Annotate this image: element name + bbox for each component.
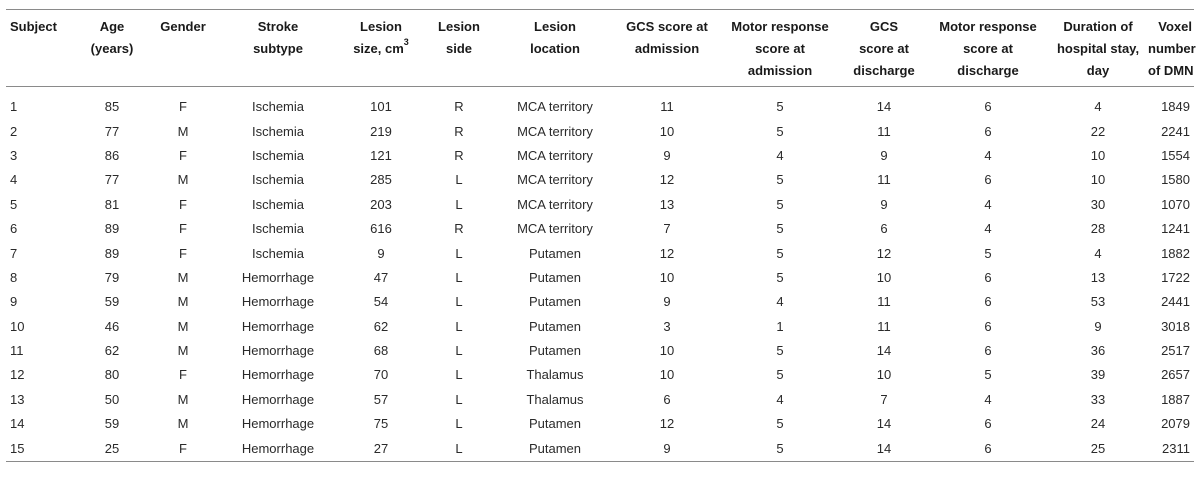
cell-subject: 11 [10, 343, 24, 359]
cell-gender: F [179, 99, 187, 115]
table-row [6, 290, 1194, 314]
header-text: score at [963, 41, 1013, 56]
cell-gender: F [179, 147, 187, 163]
cell-voxel-dmn: 1722 [1161, 269, 1190, 285]
header-gcs-discharge [842, 10, 926, 87]
header-text: Motor response [731, 19, 829, 34]
table-row [6, 315, 1194, 339]
cell-motor-admission: 5 [776, 196, 784, 212]
cell-subject: 14 [10, 416, 25, 432]
cell-stroke-subtype: Hemorrhage [241, 440, 315, 456]
header-gender-line [150, 16, 216, 38]
header-subject [6, 10, 76, 87]
header-text: score at [859, 41, 909, 56]
cell-gender: M [177, 416, 189, 432]
cell-gcs-admission: 12 [659, 416, 675, 432]
cell-stroke-subtype: Ischemia [251, 123, 305, 139]
cell-lesion-side: L [455, 196, 463, 212]
header-hospital-stay-line [1052, 60, 1144, 82]
header-text: GCS score at [626, 19, 708, 34]
header-text: (years) [90, 41, 134, 56]
header-text: location [530, 41, 580, 56]
cell-hospital-stay: 53 [1090, 294, 1106, 310]
cell-motor-admission: 5 [776, 172, 784, 188]
cell-hospital-stay: 39 [1090, 367, 1106, 383]
header-lesion-location-line [496, 38, 614, 60]
cell-age: 77 [104, 123, 120, 139]
header-motor-discharge-line [928, 60, 1048, 82]
cell-lesion-side: L [455, 245, 463, 261]
header-text: Lesion [438, 19, 480, 34]
cell-lesion-side: L [455, 391, 463, 407]
cell-gcs-admission: 10 [659, 367, 675, 383]
header-gcs-admission-line [618, 38, 716, 60]
cell-voxel-dmn: 1887 [1161, 391, 1190, 407]
table-row [6, 193, 1194, 217]
cell-hospital-stay: 33 [1090, 391, 1106, 407]
header-text: Age [99, 19, 125, 34]
cell-lesion-size: 9 [377, 245, 385, 261]
cell-lesion-side: L [455, 367, 463, 383]
cell-motor-discharge: 4 [984, 196, 992, 212]
cell-lesion-side: L [455, 172, 463, 188]
header-gcs-discharge-line [844, 38, 924, 60]
cell-lesion-size: 68 [373, 343, 389, 359]
cell-lesion-side: R [454, 221, 464, 237]
cubic-superscript: 3 [403, 36, 409, 47]
cell-motor-discharge: 5 [984, 245, 992, 261]
cell-motor-discharge: 6 [984, 172, 992, 188]
cell-age: 59 [104, 416, 120, 432]
cell-lesion-size: 75 [373, 416, 389, 432]
header-gcs-admission [616, 10, 718, 87]
cell-motor-admission: 5 [776, 343, 784, 359]
header-gcs-discharge-line [844, 60, 924, 82]
cell-hospital-stay: 13 [1090, 269, 1106, 285]
header-subject-line [10, 16, 74, 38]
header-lesion-size [338, 10, 424, 87]
cell-gcs-admission: 9 [663, 147, 671, 163]
cell-motor-admission: 5 [776, 416, 784, 432]
cell-lesion-size: 285 [370, 172, 392, 188]
header-text: Gender [160, 19, 206, 34]
cell-motor-discharge: 4 [984, 221, 992, 237]
cell-age: 25 [104, 440, 120, 456]
cell-age: 89 [104, 245, 120, 261]
cell-motor-discharge: 6 [984, 440, 992, 456]
cell-voxel-dmn: 2657 [1161, 367, 1190, 383]
header-voxel-dmn-line [1148, 60, 1192, 82]
cell-stroke-subtype: Hemorrhage [241, 367, 315, 383]
cell-gcs-admission: 9 [663, 440, 671, 456]
cell-age: 59 [104, 294, 120, 310]
cell-stroke-subtype: Hemorrhage [241, 269, 315, 285]
cell-voxel-dmn: 1580 [1161, 172, 1190, 188]
cell-lesion-location: Thalamus [526, 367, 584, 383]
cell-subject: 4 [10, 172, 18, 188]
cell-gender: M [177, 343, 189, 359]
cell-hospital-stay: 9 [1094, 318, 1102, 334]
cell-lesion-size: 47 [373, 269, 389, 285]
cell-motor-admission: 1 [776, 318, 784, 334]
header-lesion-side-line [426, 38, 492, 60]
cell-motor-admission: 5 [776, 221, 784, 237]
cell-gcs-admission: 13 [659, 196, 675, 212]
cell-voxel-dmn: 3018 [1161, 318, 1190, 334]
cell-subject: 5 [10, 196, 18, 212]
cell-hospital-stay: 24 [1090, 416, 1106, 432]
cell-lesion-location: Putamen [528, 269, 582, 285]
cell-gcs-admission: 10 [659, 269, 675, 285]
cell-gcs-discharge: 14 [876, 440, 892, 456]
cell-voxel-dmn: 2079 [1161, 416, 1190, 432]
cell-lesion-size: 70 [373, 367, 389, 383]
cell-gcs-discharge: 10 [876, 367, 892, 383]
cell-gender: F [179, 440, 187, 456]
cell-lesion-location: MCA territory [517, 221, 593, 237]
cell-gcs-discharge: 11 [877, 172, 891, 188]
cell-stroke-subtype: Hemorrhage [241, 343, 315, 359]
cell-gcs-discharge: 14 [876, 99, 892, 115]
header-text: discharge [853, 63, 915, 78]
header-voxel-dmn [1146, 10, 1194, 87]
cell-age: 89 [104, 221, 120, 237]
cell-lesion-size: 219 [370, 123, 392, 139]
cell-subject: 12 [10, 367, 25, 383]
header-voxel-dmn-line [1148, 38, 1196, 60]
cell-stroke-subtype: Ischemia [251, 99, 305, 115]
cell-lesion-side: L [455, 269, 463, 285]
cell-gcs-admission: 12 [659, 245, 675, 261]
cell-motor-discharge: 6 [984, 343, 992, 359]
table-row [6, 119, 1194, 143]
cell-gcs-discharge: 9 [880, 196, 888, 212]
cell-gcs-admission: 10 [659, 123, 675, 139]
cell-motor-discharge: 4 [984, 147, 992, 163]
cell-gcs-admission: 7 [663, 221, 671, 237]
cell-voxel-dmn: 2311 [1162, 440, 1190, 456]
cell-lesion-size: 62 [373, 318, 389, 334]
cell-age: 81 [104, 196, 120, 212]
cell-hospital-stay: 4 [1094, 99, 1102, 115]
header-text: Lesion [360, 19, 402, 34]
cell-subject: 13 [10, 391, 25, 407]
table-row [6, 168, 1194, 192]
header-text: subtype [253, 41, 303, 56]
header-text: Voxel [1158, 19, 1192, 34]
patient-characteristics-table-container [6, 9, 1194, 468]
header-text: number [1148, 41, 1196, 56]
header-lesion-side-line [426, 16, 492, 38]
cell-age: 86 [104, 147, 120, 163]
cell-gcs-admission: 6 [663, 391, 671, 407]
cell-motor-discharge: 6 [984, 318, 992, 334]
cell-motor-admission: 5 [776, 440, 784, 456]
header-row [6, 10, 1194, 87]
cell-lesion-size: 203 [370, 196, 392, 212]
header-text: score at [755, 41, 805, 56]
patient-characteristics-table [6, 9, 1194, 468]
header-stroke-subtype [218, 10, 338, 87]
cell-age: 77 [104, 172, 120, 188]
table-row [6, 217, 1194, 241]
cell-voxel-dmn: 2441 [1161, 294, 1190, 310]
cell-hospital-stay: 10 [1090, 172, 1106, 188]
cell-motor-admission: 5 [776, 245, 784, 261]
cell-stroke-subtype: Hemorrhage [241, 294, 315, 310]
cell-subject: 10 [10, 318, 25, 334]
table-footer [6, 461, 1194, 468]
table-row [6, 241, 1194, 265]
header-gcs-discharge-line [844, 16, 924, 38]
cell-motor-discharge: 5 [984, 367, 992, 383]
header-text: Motor response [939, 19, 1037, 34]
cell-age: 46 [104, 318, 120, 334]
cell-gender: F [179, 221, 187, 237]
header-text: side [445, 41, 472, 56]
cell-gender: F [179, 196, 187, 212]
header-motor-admission-line [720, 16, 840, 38]
header-text: size, cm [353, 41, 404, 56]
table-row [6, 436, 1194, 461]
header-motor-discharge-line [928, 38, 1048, 60]
cell-motor-admission: 5 [776, 99, 784, 115]
cell-stroke-subtype: Hemorrhage [241, 391, 315, 407]
header-text: Lesion [534, 19, 576, 34]
cell-gcs-discharge: 11 [877, 123, 891, 139]
header-text: Subject [10, 19, 57, 34]
cell-stroke-subtype: Ischemia [251, 196, 305, 212]
cell-lesion-size: 27 [373, 440, 389, 456]
cell-age: 85 [104, 99, 120, 115]
cell-lesion-location: Thalamus [526, 391, 584, 407]
cell-lesion-size: 57 [373, 391, 389, 407]
cell-subject: 15 [10, 440, 25, 456]
cell-lesion-size: 54 [373, 294, 389, 310]
cell-lesion-location: Putamen [528, 416, 582, 432]
cell-stroke-subtype: Ischemia [251, 172, 305, 188]
header-motor-discharge [926, 10, 1050, 87]
cell-subject: 1 [10, 99, 18, 115]
table-row [6, 144, 1194, 168]
cell-lesion-side: L [455, 343, 463, 359]
cell-lesion-location: Putamen [528, 318, 582, 334]
cell-gcs-discharge: 6 [880, 221, 888, 237]
cell-gcs-discharge: 11 [877, 294, 891, 310]
header-age-line [78, 16, 146, 38]
cell-age: 80 [104, 367, 120, 383]
cell-lesion-side: R [454, 99, 464, 115]
cell-voxel-dmn: 1241 [1161, 221, 1190, 237]
cell-gcs-admission: 11 [660, 99, 674, 115]
bottom-rule [6, 461, 1194, 468]
table-header [6, 10, 1194, 87]
cell-voxel-dmn: 1882 [1161, 245, 1190, 261]
header-text: admission [634, 41, 700, 56]
header-hospital-stay [1050, 10, 1146, 87]
header-lesion-side [424, 10, 494, 87]
header-lesion-size-line [340, 38, 422, 60]
cell-voxel-dmn: 1070 [1161, 196, 1190, 212]
cell-gcs-discharge: 14 [876, 416, 892, 432]
cell-stroke-subtype: Ischemia [251, 147, 305, 163]
cell-gcs-admission: 3 [663, 318, 671, 334]
header-age-line [78, 38, 146, 60]
cell-gcs-discharge: 10 [876, 269, 892, 285]
cell-stroke-subtype: Ischemia [251, 245, 305, 261]
table-row [6, 266, 1194, 290]
cell-stroke-subtype: Hemorrhage [241, 318, 315, 334]
cell-age: 62 [104, 343, 120, 359]
header-lesion-location-line [496, 16, 614, 38]
header-hospital-stay-line [1052, 38, 1144, 60]
cell-lesion-location: MCA territory [517, 196, 593, 212]
cell-lesion-location: MCA territory [517, 147, 593, 163]
table-row [6, 412, 1194, 436]
cell-subject: 6 [10, 221, 18, 237]
cell-gender: F [179, 245, 187, 261]
cell-subject: 3 [10, 147, 18, 163]
cell-hospital-stay: 28 [1090, 221, 1106, 237]
cell-gender: M [177, 318, 189, 334]
cell-lesion-size: 121 [370, 147, 392, 163]
cell-gcs-admission: 9 [663, 294, 671, 310]
cell-motor-discharge: 6 [984, 269, 992, 285]
cell-gcs-discharge: 9 [880, 147, 888, 163]
cell-gcs-discharge: 14 [876, 343, 892, 359]
cell-gender: M [177, 391, 189, 407]
cell-gcs-admission: 12 [659, 172, 675, 188]
cell-lesion-side: L [455, 318, 463, 334]
table-row [6, 388, 1194, 412]
cell-lesion-location: MCA territory [517, 172, 593, 188]
header-text: Stroke [257, 19, 299, 34]
cell-lesion-side: R [454, 123, 464, 139]
cell-lesion-location: Putamen [528, 294, 582, 310]
cell-motor-discharge: 4 [984, 391, 992, 407]
header-stroke-subtype-line [220, 16, 336, 38]
cell-stroke-subtype: Hemorrhage [241, 416, 315, 432]
cell-lesion-side: L [455, 294, 463, 310]
cell-lesion-size: 101 [370, 99, 392, 115]
cell-lesion-side: L [455, 440, 463, 456]
cell-motor-admission: 4 [776, 294, 784, 310]
cell-lesion-side: R [454, 147, 464, 163]
cell-subject: 2 [10, 123, 18, 139]
header-lesion-location [494, 10, 616, 87]
cell-hospital-stay: 10 [1090, 147, 1106, 163]
cell-gender: M [177, 294, 189, 310]
cell-motor-admission: 5 [776, 123, 784, 139]
cell-gcs-admission: 10 [659, 343, 675, 359]
header-text: admission [747, 63, 813, 78]
cell-lesion-location: Putamen [528, 440, 582, 456]
cell-hospital-stay: 30 [1090, 196, 1106, 212]
header-text: Duration of [1063, 19, 1133, 34]
cell-gender: F [179, 367, 187, 383]
header-stroke-subtype-line [220, 38, 336, 60]
cell-voxel-dmn: 2241 [1161, 123, 1190, 139]
cell-motor-discharge: 6 [984, 416, 992, 432]
cell-lesion-side: L [455, 416, 463, 432]
cell-motor-admission: 5 [776, 269, 784, 285]
header-motor-admission-line [720, 38, 840, 60]
header-text: discharge [957, 63, 1019, 78]
header-text: of DMN [1148, 63, 1194, 78]
header-text: day [1086, 63, 1110, 78]
cell-voxel-dmn: 1554 [1161, 147, 1190, 163]
header-hospital-stay-line [1052, 16, 1144, 38]
header-motor-discharge-line [928, 16, 1048, 38]
header-age [76, 10, 148, 87]
cell-motor-admission: 4 [776, 391, 784, 407]
table-row [6, 87, 1194, 120]
cell-motor-discharge: 6 [984, 123, 992, 139]
cell-gcs-discharge: 12 [876, 245, 892, 261]
cell-stroke-subtype: Ischemia [251, 221, 305, 237]
cell-subject: 7 [10, 245, 18, 261]
cell-voxel-dmn: 1849 [1161, 99, 1190, 115]
cell-lesion-location: Putamen [528, 343, 582, 359]
cell-gender: M [177, 172, 189, 188]
cell-lesion-location: Putamen [528, 245, 582, 261]
cell-gcs-discharge: 7 [880, 391, 888, 407]
cell-gcs-discharge: 11 [877, 318, 891, 334]
cell-age: 50 [104, 391, 120, 407]
table-row [6, 363, 1194, 387]
cell-lesion-location: MCA territory [517, 123, 593, 139]
header-text: GCS [869, 19, 899, 34]
header-motor-admission-line [720, 60, 840, 82]
header-gcs-admission-line [618, 16, 716, 38]
cell-lesion-size: 616 [370, 221, 392, 237]
cell-age: 79 [104, 269, 120, 285]
cell-motor-admission: 5 [776, 367, 784, 383]
cell-motor-discharge: 6 [984, 294, 992, 310]
cell-subject: 9 [10, 294, 18, 310]
cell-hospital-stay: 25 [1090, 440, 1106, 456]
cell-hospital-stay: 4 [1094, 245, 1102, 261]
header-voxel-dmn-line [1148, 16, 1192, 38]
header-text: hospital stay, [1056, 41, 1140, 56]
cell-motor-admission: 4 [776, 147, 784, 163]
cell-hospital-stay: 22 [1090, 123, 1106, 139]
table-body [6, 87, 1194, 462]
cell-motor-discharge: 6 [984, 99, 992, 115]
bottom-rule-cell [6, 461, 1194, 468]
table-row [6, 339, 1194, 363]
header-gender [148, 10, 218, 87]
header-motor-admission [718, 10, 842, 87]
cell-gender: M [177, 123, 189, 139]
cell-subject: 8 [10, 269, 18, 285]
header-lesion-size-line [340, 16, 422, 38]
cell-voxel-dmn: 2517 [1161, 343, 1190, 359]
cell-hospital-stay: 36 [1090, 343, 1106, 359]
cell-lesion-location: MCA territory [517, 99, 593, 115]
cell-gender: M [177, 269, 189, 285]
